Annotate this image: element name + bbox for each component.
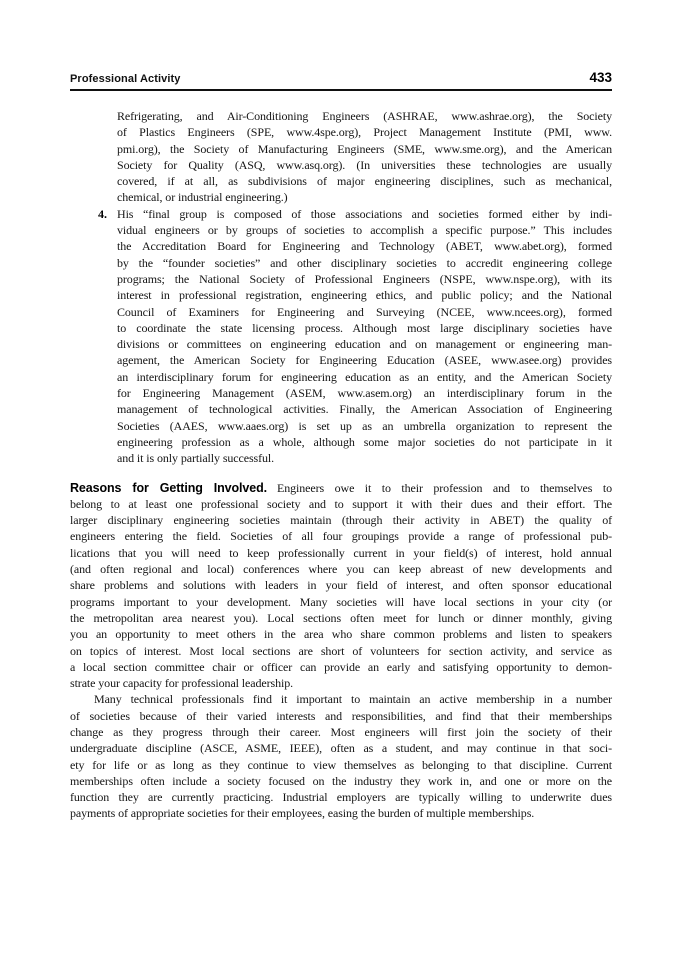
text-line: Societies (AAES, www.aaes.org) is set up as an umbrella organization to represent the	[117, 418, 612, 433]
text-line: strate your capacity for professional leadership.	[70, 676, 294, 691]
text-line: engineering profession as a whole, although some major societies do not participate in it	[117, 434, 612, 449]
text-line: of Plastics Engineers (SPE, www.4spe.org), Project Management Institute (PMI, www.	[117, 125, 612, 140]
page-number: 433	[589, 70, 612, 85]
text-line: vidual engineers or by groups of societies to accomplish a specific purpose.” This includes	[117, 223, 612, 238]
page-body	[70, 108, 612, 822]
text-line: for Engineering Management (ASEM, www.asem.org) an interdisciplinary forum in the	[117, 386, 612, 401]
text-line: you an opportunity to meet others in the area who share common problems and listen to speakers	[70, 627, 612, 642]
text-line: ety for life or as long as they continue to view themselves as belonging to that discipline. Current	[70, 757, 612, 772]
text-line: programs important to your development. Many societies will have local sections in your city (or	[70, 594, 612, 609]
list-item-4-text	[117, 206, 612, 467]
running-header	[70, 70, 612, 91]
text-line: an interdisciplinary forum for engineering education as an entity, and the American Society	[117, 369, 612, 384]
text-line: lications that you will need to keep professionally current in your field(s) of interest, hold annual	[70, 545, 612, 560]
text-line: larger disciplinary engineering societies maintain (through their activity in ABET) the quality of	[70, 513, 612, 528]
text-line: function they are currently practicing. Industrial employers are typically willing to underwrite dues	[70, 790, 612, 805]
text-line: belong to at least one professional society and to support it with their dues and their effort. The	[70, 496, 612, 511]
text-line: by the “founder societies” and other disciplinary societies to accredit engineering college	[117, 255, 612, 270]
text-line: Refrigerating, and Air-Conditioning Engineers (ASHRAE, www.ashrae.org), the Society	[117, 109, 612, 123]
text-line: memberships often include a society focused on the industry they work in, and one or more on the	[70, 773, 612, 788]
text-line: agement, the American Society for Engineering Education (ASEE, www.asee.org) provides	[117, 353, 612, 368]
text-line: and it is only partially successful.	[117, 451, 275, 466]
text-line: divisions or committees on engineering education and on management or engineering man-	[117, 337, 612, 352]
text-line: His “final group is composed of those associations and societies formed either by indi-	[117, 206, 612, 221]
text-line: engineers entering the field. Societies of all four groupings provide a range of professional pub-	[70, 529, 612, 544]
text-line: change as they progress through their career. Most engineers will first join the society of their	[70, 724, 612, 739]
text-line	[70, 480, 612, 496]
text-line: Society for Quality (ASQ, www.asq.org). (In universities these technologies are usually	[117, 157, 612, 172]
text-line: on topics of interest. Most local sections are short of volunteers for section activity, and service as	[70, 643, 612, 658]
list-item-4-marker: 4.	[98, 206, 107, 221]
text-line: pmi.org), the Society of Manufacturing Engineers (SME, www.sme.org), and the American	[117, 141, 612, 156]
paragraph-1-lines	[70, 496, 612, 692]
text-line: payments of appropriate societies for their employees, easing the burden of multiple memberships.	[70, 806, 535, 821]
text-line: interest in professional registration, engineering ethics, and public policy; and the National	[117, 288, 612, 303]
text-line: the Accreditation Board for Engineering and Technology (ABET, www.abet.org), formed	[117, 239, 612, 254]
running-header-title: Professional Activity	[70, 73, 181, 85]
text-line: the metropolitan area nearest you). Local sections often meet for lunch or dinner monthly, giving	[70, 610, 612, 625]
paragraph-1	[70, 480, 612, 692]
text-line: (and often regional and local) conferences where you can keep abreast of new developments and	[70, 562, 612, 577]
list-item-4	[70, 206, 612, 467]
text-line: Council of Examiners for Engineering and Surveying (NCEE, www.ncees.org), formed	[117, 304, 612, 319]
text-line: Many technical professionals find it important to maintain an active membership in a number	[94, 692, 612, 707]
section-heading: Reasons for Getting Involved.	[70, 480, 268, 495]
text-line: a local section committee chair or officer can provide an early and satisfying opportunity to demon-	[70, 659, 612, 674]
text-line: to coordinate the state licensing process. Although most large disciplinary societies have	[117, 320, 612, 335]
paragraph-1-first-line-text: Engineers owe it to their profession and to themselves to	[277, 480, 612, 495]
list-item-3-continuation	[70, 108, 612, 206]
text-line: covered, if at all, as subdivisions of major engineering disciplines, such as mechanical,	[117, 174, 612, 189]
text-line: share problems and solutions with leaders in your field of interest, and often sponsor educational	[70, 578, 612, 593]
text-line: programs; the National Society of Professional Engineers (NSPE, www.nspe.org), with its	[117, 271, 612, 286]
book-page	[0, 70, 680, 970]
text-line: undergraduate discipline (ASCE, ASME, IEEE), often as a student, and may continue in that soci-	[70, 741, 612, 756]
paragraph-2	[70, 691, 612, 821]
text-line: chemical, or industrial engineering.)	[117, 190, 288, 205]
text-line: of societies because of their varied interests and responsibilities, and find that their memberships	[70, 708, 612, 723]
text-line: management of technological activities. Finally, the American Association of Engineering	[117, 402, 612, 417]
